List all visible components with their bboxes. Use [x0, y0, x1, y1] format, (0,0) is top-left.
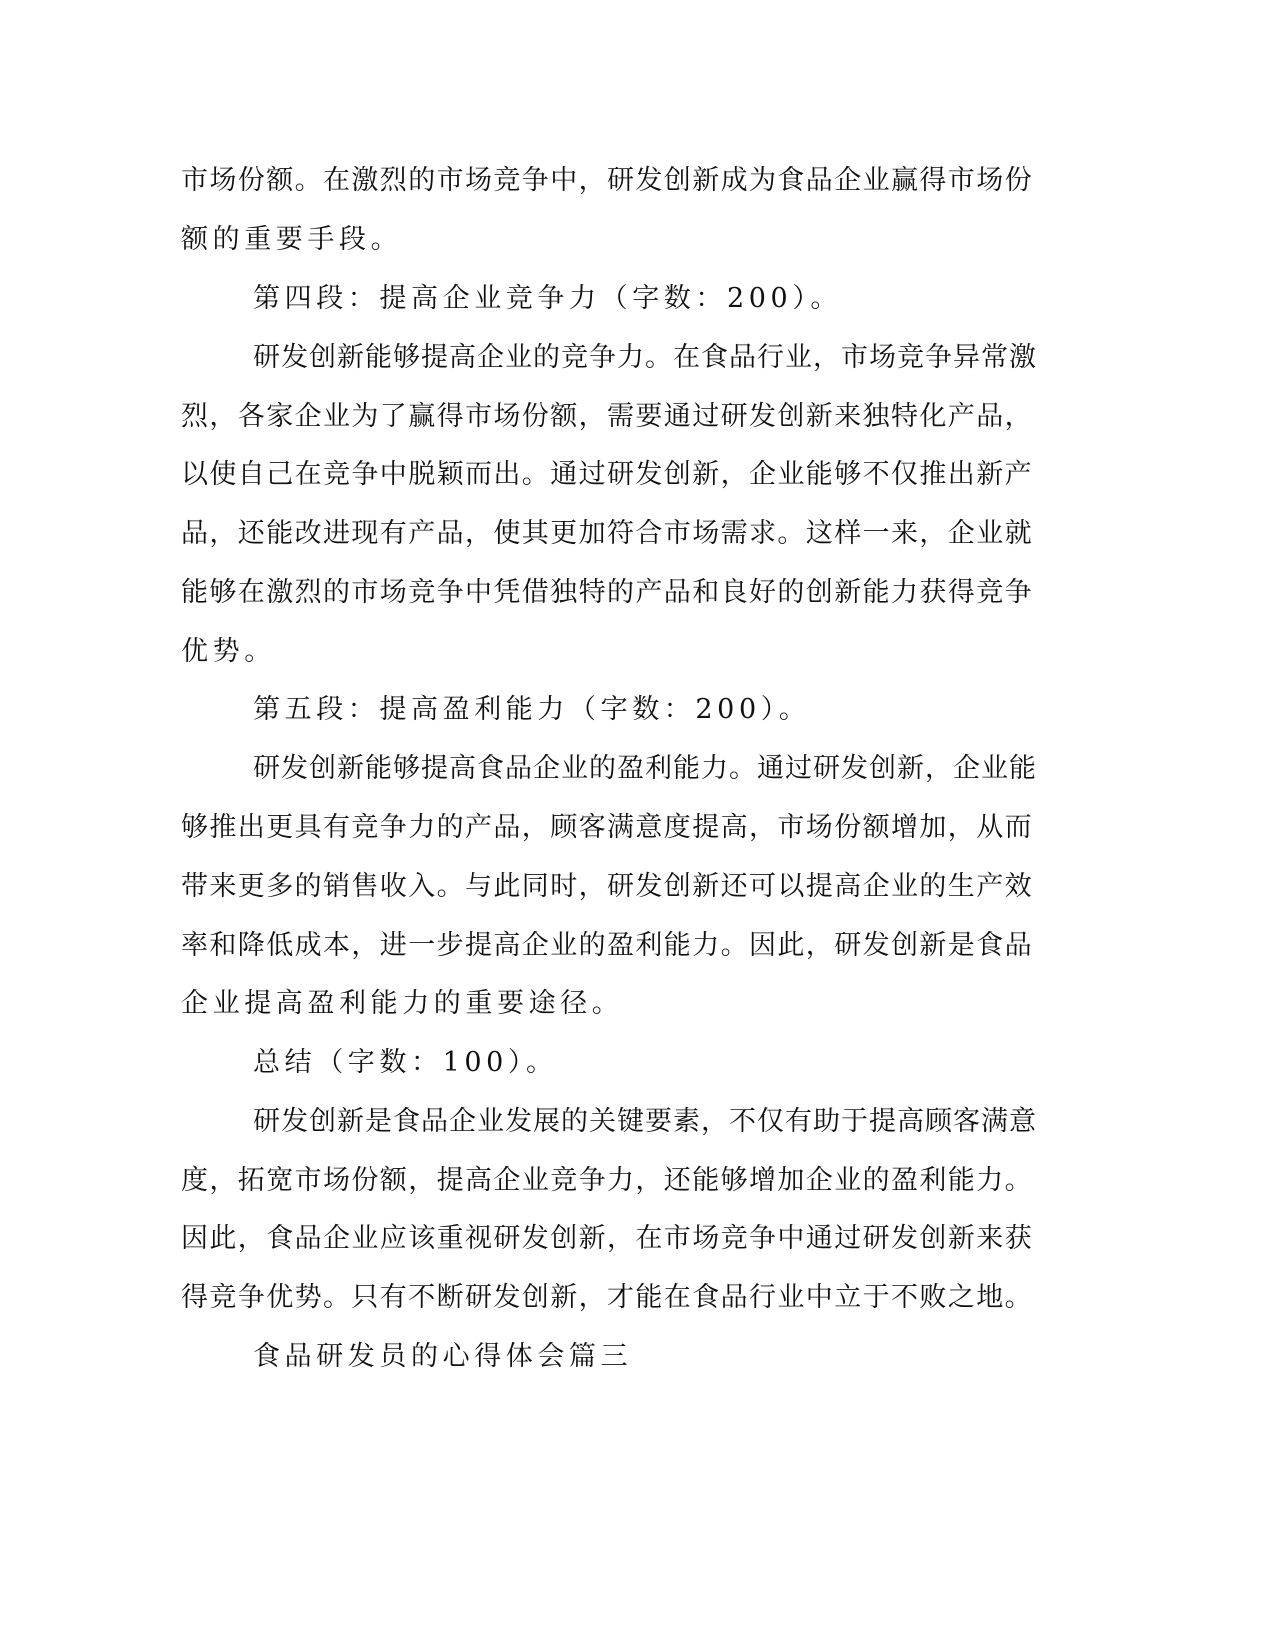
text-line: 带来更多的销售收入。与此同时，研发创新还可以提高企业的生产效 [181, 871, 1033, 902]
chapter-title: 食品研发员的心得体会篇三 [253, 1341, 633, 1372]
text-line: 研发创新能够提高企业的竞争力。在食品行业，市场竞争异常激 [253, 342, 1037, 373]
text-line: 够推出更具有竞争力的产品，顾客满意度提高，市场份额增加，从而 [181, 812, 1033, 843]
section-heading-4: 第四段：提高企业竞争力（字数：200）。 [253, 283, 843, 314]
text-line: 优势。 [181, 636, 276, 667]
text-line: 研发创新能够提高食品企业的盈利能力。通过研发创新，企业能 [253, 753, 1037, 784]
text-line: 能够在激烈的市场竞争中凭借独特的产品和良好的创新能力获得竞争 [181, 577, 1033, 608]
section-heading-5: 第五段：提高盈利能力（字数：200）。 [253, 694, 811, 725]
text-line: 额的重要手段。 [181, 224, 403, 255]
text-line: 因此，食品企业应该重视研发创新，在市场竞争中通过研发创新来获 [181, 1223, 1033, 1254]
text-line: 率和降低成本，进一步提高企业的盈利能力。因此，研发创新是食品 [181, 930, 1033, 961]
text-line: 市场份额。在激烈的市场竞争中，研发创新成为食品企业赢得市场份 [181, 165, 1033, 196]
text-line: 研发创新是食品企业发展的关键要素，不仅有助于提高顾客满意 [253, 1106, 1037, 1137]
text-line: 度，拓宽市场份额，提高企业竞争力，还能够增加企业的盈利能力。 [181, 1165, 1033, 1196]
text-line: 烈，各家企业为了赢得市场份额，需要通过研发创新来独特化产品， [181, 401, 1033, 432]
text-line: 得竞争优势。只有不断研发创新，才能在食品行业中立于不败之地。 [181, 1282, 1033, 1313]
summary-heading: 总结（字数：100）。 [253, 1047, 558, 1078]
text-line: 品，还能改进现有产品，使其更加符合市场需求。这样一来，企业就 [181, 518, 1033, 549]
text-line: 以使自己在竞争中脱颖而出。通过研发创新，企业能够不仅推出新产 [181, 459, 1033, 490]
text-line: 企业提高盈利能力的重要途径。 [181, 988, 624, 1019]
